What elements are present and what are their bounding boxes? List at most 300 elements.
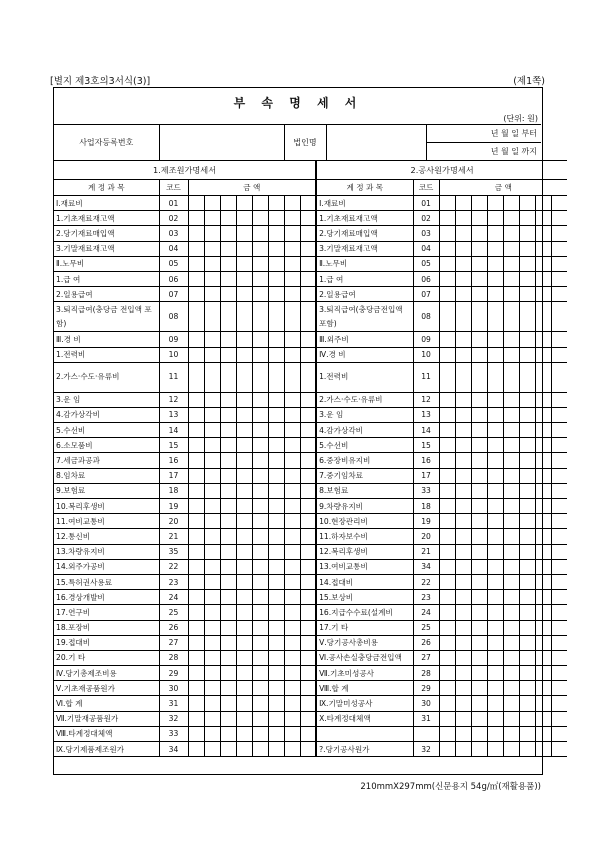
- const-amount-digit[interactable]: [487, 544, 503, 559]
- mfg-amount-digit[interactable]: [204, 241, 220, 256]
- const-amount-digit[interactable]: [503, 226, 519, 241]
- const-amount-digit[interactable]: [439, 211, 455, 226]
- mfg-amount-digit[interactable]: [220, 438, 236, 453]
- mfg-amount-digit[interactable]: [236, 241, 252, 256]
- const-amount-digit[interactable]: [503, 407, 519, 422]
- mfg-amount-digit[interactable]: [284, 666, 300, 681]
- mfg-amount-digit[interactable]: [220, 362, 236, 392]
- const-amount-digit[interactable]: [487, 696, 503, 711]
- mfg-amount-digit[interactable]: [300, 196, 316, 211]
- const-amount-digit[interactable]: [519, 559, 535, 574]
- mfg-amount-digit[interactable]: [204, 362, 220, 392]
- mfg-amount-digit[interactable]: [236, 302, 252, 332]
- const-amount-digit[interactable]: [503, 332, 519, 347]
- const-amount-digit[interactable]: [439, 196, 455, 211]
- const-amount-digit[interactable]: [471, 468, 487, 483]
- const-amount-digit[interactable]: [535, 711, 551, 726]
- mfg-amount-digit[interactable]: [220, 620, 236, 635]
- mfg-amount-digit[interactable]: [236, 559, 252, 574]
- const-amount-digit[interactable]: [535, 211, 551, 226]
- mfg-amount-digit[interactable]: [300, 453, 316, 468]
- const-amount-digit[interactable]: [455, 211, 471, 226]
- mfg-amount-digit[interactable]: [284, 742, 300, 757]
- const-amount-digit[interactable]: [551, 453, 567, 468]
- const-amount-digit[interactable]: [535, 423, 551, 438]
- mfg-amount-digit[interactable]: [220, 468, 236, 483]
- const-amount-digit[interactable]: [471, 742, 487, 757]
- mfg-amount-digit[interactable]: [268, 423, 284, 438]
- mfg-amount-digit[interactable]: [300, 211, 316, 226]
- mfg-amount-digit[interactable]: [236, 226, 252, 241]
- mfg-amount-digit[interactable]: [204, 483, 220, 498]
- const-amount-digit[interactable]: [519, 211, 535, 226]
- mfg-amount-digit[interactable]: [284, 407, 300, 422]
- const-amount-digit[interactable]: [439, 559, 455, 574]
- mfg-amount-digit[interactable]: [220, 559, 236, 574]
- const-amount-digit[interactable]: [471, 256, 487, 271]
- mfg-amount-digit[interactable]: [300, 620, 316, 635]
- mfg-amount-digit[interactable]: [268, 650, 284, 665]
- mfg-amount-digit[interactable]: [204, 256, 220, 271]
- const-amount-digit[interactable]: [535, 407, 551, 422]
- const-amount-digit[interactable]: [519, 514, 535, 529]
- const-amount-digit[interactable]: [519, 529, 535, 544]
- mfg-amount-digit[interactable]: [188, 544, 204, 559]
- const-amount-digit[interactable]: [471, 620, 487, 635]
- const-amount-digit[interactable]: [503, 742, 519, 757]
- const-amount-digit[interactable]: [519, 347, 535, 362]
- mfg-amount-digit[interactable]: [188, 302, 204, 332]
- mfg-amount-digit[interactable]: [252, 468, 268, 483]
- const-amount-digit[interactable]: [535, 347, 551, 362]
- mfg-amount-digit[interactable]: [236, 453, 252, 468]
- const-amount-digit[interactable]: [535, 666, 551, 681]
- mfg-amount-digit[interactable]: [252, 438, 268, 453]
- mfg-amount-digit[interactable]: [268, 605, 284, 620]
- const-amount-digit[interactable]: [455, 742, 471, 757]
- mfg-amount-digit[interactable]: [204, 711, 220, 726]
- mfg-amount-digit[interactable]: [236, 256, 252, 271]
- mfg-amount-digit[interactable]: [188, 332, 204, 347]
- const-amount-digit[interactable]: [471, 514, 487, 529]
- const-amount-digit[interactable]: [503, 635, 519, 650]
- const-amount-digit[interactable]: [519, 453, 535, 468]
- mfg-amount-digit[interactable]: [204, 742, 220, 757]
- mfg-amount-digit[interactable]: [300, 332, 316, 347]
- const-amount-digit[interactable]: [551, 620, 567, 635]
- mfg-amount-digit[interactable]: [252, 726, 268, 741]
- mfg-amount-digit[interactable]: [236, 696, 252, 711]
- mfg-amount-digit[interactable]: [204, 635, 220, 650]
- const-amount-digit[interactable]: [455, 362, 471, 392]
- const-amount-digit[interactable]: [455, 605, 471, 620]
- mfg-amount-digit[interactable]: [252, 499, 268, 514]
- const-amount-digit[interactable]: [439, 287, 455, 302]
- mfg-amount-digit[interactable]: [236, 590, 252, 605]
- mfg-amount-digit[interactable]: [188, 241, 204, 256]
- mfg-amount-digit[interactable]: [236, 332, 252, 347]
- mfg-amount-digit[interactable]: [300, 681, 316, 696]
- const-amount-digit[interactable]: [439, 438, 455, 453]
- mfg-amount-digit[interactable]: [252, 650, 268, 665]
- mfg-amount-digit[interactable]: [236, 742, 252, 757]
- const-amount-digit[interactable]: [551, 362, 567, 392]
- mfg-amount-digit[interactable]: [220, 483, 236, 498]
- const-amount-digit[interactable]: [519, 271, 535, 286]
- const-amount-digit[interactable]: [519, 423, 535, 438]
- const-amount-digit[interactable]: [551, 468, 567, 483]
- mfg-amount-digit[interactable]: [268, 696, 284, 711]
- mfg-amount-digit[interactable]: [252, 256, 268, 271]
- const-amount-digit[interactable]: [519, 726, 535, 741]
- mfg-amount-digit[interactable]: [268, 742, 284, 757]
- mfg-amount-digit[interactable]: [252, 544, 268, 559]
- const-amount-digit[interactable]: [487, 529, 503, 544]
- const-amount-digit[interactable]: [455, 696, 471, 711]
- const-amount-digit[interactable]: [535, 742, 551, 757]
- const-amount-digit[interactable]: [455, 544, 471, 559]
- mfg-amount-digit[interactable]: [204, 407, 220, 422]
- const-amount-digit[interactable]: [455, 453, 471, 468]
- mfg-amount-digit[interactable]: [188, 529, 204, 544]
- const-amount-digit[interactable]: [439, 681, 455, 696]
- const-amount-digit[interactable]: [535, 483, 551, 498]
- const-amount-digit[interactable]: [503, 392, 519, 407]
- mfg-amount-digit[interactable]: [204, 620, 220, 635]
- mfg-amount-digit[interactable]: [284, 590, 300, 605]
- const-amount-digit[interactable]: [487, 423, 503, 438]
- const-amount-digit[interactable]: [535, 726, 551, 741]
- mfg-amount-digit[interactable]: [220, 196, 236, 211]
- const-amount-digit[interactable]: [487, 392, 503, 407]
- const-amount-digit[interactable]: [471, 226, 487, 241]
- mfg-amount-digit[interactable]: [300, 271, 316, 286]
- mfg-amount-digit[interactable]: [300, 483, 316, 498]
- mfg-amount-digit[interactable]: [204, 196, 220, 211]
- mfg-amount-digit[interactable]: [268, 726, 284, 741]
- mfg-amount-digit[interactable]: [188, 559, 204, 574]
- const-amount-digit[interactable]: [503, 529, 519, 544]
- const-amount-digit[interactable]: [487, 287, 503, 302]
- const-amount-digit[interactable]: [487, 499, 503, 514]
- const-amount-digit[interactable]: [519, 302, 535, 332]
- mfg-amount-digit[interactable]: [284, 392, 300, 407]
- mfg-amount-digit[interactable]: [220, 499, 236, 514]
- const-amount-digit[interactable]: [535, 620, 551, 635]
- const-amount-digit[interactable]: [503, 271, 519, 286]
- mfg-amount-digit[interactable]: [268, 271, 284, 286]
- mfg-amount-digit[interactable]: [188, 666, 204, 681]
- mfg-amount-digit[interactable]: [252, 332, 268, 347]
- mfg-amount-digit[interactable]: [204, 696, 220, 711]
- mfg-amount-digit[interactable]: [268, 347, 284, 362]
- mfg-amount-digit[interactable]: [300, 590, 316, 605]
- const-amount-digit[interactable]: [519, 256, 535, 271]
- mfg-amount-digit[interactable]: [236, 650, 252, 665]
- mfg-amount-digit[interactable]: [220, 666, 236, 681]
- const-amount-digit[interactable]: [455, 407, 471, 422]
- mfg-amount-digit[interactable]: [188, 362, 204, 392]
- mfg-amount-digit[interactable]: [220, 681, 236, 696]
- mfg-amount-digit[interactable]: [204, 529, 220, 544]
- const-amount-digit[interactable]: [551, 241, 567, 256]
- const-amount-digit[interactable]: [551, 271, 567, 286]
- const-amount-digit[interactable]: [471, 559, 487, 574]
- mfg-amount-digit[interactable]: [252, 590, 268, 605]
- const-amount-digit[interactable]: [535, 196, 551, 211]
- mfg-amount-digit[interactable]: [220, 590, 236, 605]
- const-amount-digit[interactable]: [519, 574, 535, 589]
- const-amount-digit[interactable]: [551, 742, 567, 757]
- const-amount-digit[interactable]: [551, 483, 567, 498]
- const-amount-digit[interactable]: [551, 196, 567, 211]
- mfg-amount-digit[interactable]: [236, 681, 252, 696]
- const-amount-digit[interactable]: [455, 666, 471, 681]
- mfg-amount-digit[interactable]: [284, 211, 300, 226]
- mfg-amount-digit[interactable]: [252, 574, 268, 589]
- mfg-amount-digit[interactable]: [268, 574, 284, 589]
- const-amount-digit[interactable]: [551, 287, 567, 302]
- mfg-amount-digit[interactable]: [252, 635, 268, 650]
- const-amount-digit[interactable]: [503, 514, 519, 529]
- mfg-amount-digit[interactable]: [188, 226, 204, 241]
- const-amount-digit[interactable]: [535, 574, 551, 589]
- mfg-amount-digit[interactable]: [284, 650, 300, 665]
- mfg-amount-digit[interactable]: [188, 211, 204, 226]
- mfg-amount-digit[interactable]: [252, 362, 268, 392]
- mfg-amount-digit[interactable]: [220, 241, 236, 256]
- const-amount-digit[interactable]: [487, 681, 503, 696]
- mfg-amount-digit[interactable]: [284, 681, 300, 696]
- const-amount-digit[interactable]: [551, 696, 567, 711]
- const-amount-digit[interactable]: [503, 559, 519, 574]
- const-amount-digit[interactable]: [455, 483, 471, 498]
- mfg-amount-digit[interactable]: [268, 711, 284, 726]
- const-amount-digit[interactable]: [519, 605, 535, 620]
- const-amount-digit[interactable]: [439, 650, 455, 665]
- mfg-amount-digit[interactable]: [268, 362, 284, 392]
- mfg-amount-digit[interactable]: [300, 499, 316, 514]
- const-amount-digit[interactable]: [471, 241, 487, 256]
- const-amount-digit[interactable]: [519, 468, 535, 483]
- const-amount-digit[interactable]: [439, 514, 455, 529]
- const-amount-digit[interactable]: [487, 211, 503, 226]
- const-amount-digit[interactable]: [439, 302, 455, 332]
- mfg-amount-digit[interactable]: [268, 468, 284, 483]
- mfg-amount-digit[interactable]: [252, 514, 268, 529]
- mfg-amount-digit[interactable]: [284, 514, 300, 529]
- const-amount-digit[interactable]: [503, 468, 519, 483]
- mfg-amount-digit[interactable]: [284, 529, 300, 544]
- const-amount-digit[interactable]: [487, 271, 503, 286]
- mfg-amount-digit[interactable]: [268, 407, 284, 422]
- mfg-amount-digit[interactable]: [236, 287, 252, 302]
- const-amount-digit[interactable]: [439, 605, 455, 620]
- mfg-amount-digit[interactable]: [300, 666, 316, 681]
- const-amount-digit[interactable]: [503, 423, 519, 438]
- const-amount-digit[interactable]: [551, 256, 567, 271]
- const-amount-digit[interactable]: [487, 226, 503, 241]
- const-amount-digit[interactable]: [487, 196, 503, 211]
- mfg-amount-digit[interactable]: [268, 392, 284, 407]
- const-amount-digit[interactable]: [535, 226, 551, 241]
- mfg-amount-digit[interactable]: [236, 347, 252, 362]
- mfg-amount-digit[interactable]: [284, 362, 300, 392]
- mfg-amount-digit[interactable]: [204, 590, 220, 605]
- mfg-amount-digit[interactable]: [236, 726, 252, 741]
- mfg-amount-digit[interactable]: [268, 453, 284, 468]
- const-amount-digit[interactable]: [471, 407, 487, 422]
- const-amount-digit[interactable]: [551, 605, 567, 620]
- mfg-amount-digit[interactable]: [300, 287, 316, 302]
- const-amount-digit[interactable]: [519, 287, 535, 302]
- mfg-amount-digit[interactable]: [188, 696, 204, 711]
- const-amount-digit[interactable]: [535, 544, 551, 559]
- mfg-amount-digit[interactable]: [268, 256, 284, 271]
- mfg-amount-digit[interactable]: [220, 574, 236, 589]
- const-amount-digit[interactable]: [503, 287, 519, 302]
- mfg-amount-digit[interactable]: [300, 438, 316, 453]
- mfg-amount-digit[interactable]: [204, 271, 220, 286]
- const-amount-digit[interactable]: [519, 483, 535, 498]
- const-amount-digit[interactable]: [551, 332, 567, 347]
- const-amount-digit[interactable]: [471, 287, 487, 302]
- mfg-amount-digit[interactable]: [300, 650, 316, 665]
- const-amount-digit[interactable]: [487, 742, 503, 757]
- const-amount-digit[interactable]: [503, 438, 519, 453]
- mfg-amount-digit[interactable]: [300, 529, 316, 544]
- mfg-amount-digit[interactable]: [284, 347, 300, 362]
- mfg-amount-digit[interactable]: [220, 332, 236, 347]
- mfg-amount-digit[interactable]: [236, 711, 252, 726]
- const-amount-digit[interactable]: [471, 196, 487, 211]
- mfg-amount-digit[interactable]: [284, 226, 300, 241]
- mfg-amount-digit[interactable]: [236, 468, 252, 483]
- const-amount-digit[interactable]: [487, 453, 503, 468]
- const-amount-digit[interactable]: [535, 681, 551, 696]
- const-amount-digit[interactable]: [551, 650, 567, 665]
- const-amount-digit[interactable]: [455, 302, 471, 332]
- mfg-amount-digit[interactable]: [220, 302, 236, 332]
- const-amount-digit[interactable]: [439, 696, 455, 711]
- mfg-amount-digit[interactable]: [188, 726, 204, 741]
- const-amount-digit[interactable]: [487, 574, 503, 589]
- mfg-amount-digit[interactable]: [284, 438, 300, 453]
- const-amount-digit[interactable]: [439, 620, 455, 635]
- mfg-amount-digit[interactable]: [300, 696, 316, 711]
- const-amount-digit[interactable]: [487, 666, 503, 681]
- mfg-amount-digit[interactable]: [284, 696, 300, 711]
- mfg-amount-digit[interactable]: [188, 407, 204, 422]
- const-amount-digit[interactable]: [551, 559, 567, 574]
- business-reg-input[interactable]: [159, 125, 284, 161]
- mfg-amount-digit[interactable]: [188, 483, 204, 498]
- mfg-amount-digit[interactable]: [300, 544, 316, 559]
- const-amount-digit[interactable]: [519, 499, 535, 514]
- mfg-amount-digit[interactable]: [268, 620, 284, 635]
- mfg-amount-digit[interactable]: [284, 423, 300, 438]
- mfg-amount-digit[interactable]: [188, 196, 204, 211]
- const-amount-digit[interactable]: [439, 453, 455, 468]
- mfg-amount-digit[interactable]: [220, 696, 236, 711]
- mfg-amount-digit[interactable]: [188, 711, 204, 726]
- const-amount-digit[interactable]: [439, 241, 455, 256]
- const-amount-digit[interactable]: [519, 620, 535, 635]
- const-amount-digit[interactable]: [535, 514, 551, 529]
- const-amount-digit[interactable]: [471, 696, 487, 711]
- mfg-amount-digit[interactable]: [188, 256, 204, 271]
- const-amount-digit[interactable]: [535, 559, 551, 574]
- const-amount-digit[interactable]: [535, 271, 551, 286]
- mfg-amount-digit[interactable]: [300, 711, 316, 726]
- mfg-amount-digit[interactable]: [204, 438, 220, 453]
- mfg-amount-digit[interactable]: [300, 347, 316, 362]
- mfg-amount-digit[interactable]: [220, 271, 236, 286]
- const-amount-digit[interactable]: [439, 392, 455, 407]
- period-cell[interactable]: [426, 125, 541, 161]
- const-amount-digit[interactable]: [439, 347, 455, 362]
- mfg-amount-digit[interactable]: [252, 271, 268, 286]
- const-amount-digit[interactable]: [535, 529, 551, 544]
- const-amount-digit[interactable]: [535, 332, 551, 347]
- const-amount-digit[interactable]: [439, 529, 455, 544]
- const-amount-digit[interactable]: [519, 544, 535, 559]
- mfg-amount-digit[interactable]: [252, 407, 268, 422]
- mfg-amount-digit[interactable]: [236, 544, 252, 559]
- const-amount-digit[interactable]: [503, 681, 519, 696]
- const-amount-digit[interactable]: [519, 438, 535, 453]
- mfg-amount-digit[interactable]: [188, 681, 204, 696]
- const-amount-digit[interactable]: [535, 392, 551, 407]
- mfg-amount-digit[interactable]: [284, 726, 300, 741]
- const-amount-digit[interactable]: [455, 423, 471, 438]
- const-amount-digit[interactable]: [439, 362, 455, 392]
- const-amount-digit[interactable]: [471, 635, 487, 650]
- mfg-amount-digit[interactable]: [284, 574, 300, 589]
- const-amount-digit[interactable]: [471, 711, 487, 726]
- mfg-amount-digit[interactable]: [284, 499, 300, 514]
- mfg-amount-digit[interactable]: [204, 226, 220, 241]
- const-amount-digit[interactable]: [455, 574, 471, 589]
- mfg-amount-digit[interactable]: [252, 241, 268, 256]
- mfg-amount-digit[interactable]: [188, 590, 204, 605]
- mfg-amount-digit[interactable]: [188, 468, 204, 483]
- mfg-amount-digit[interactable]: [236, 483, 252, 498]
- const-amount-digit[interactable]: [551, 514, 567, 529]
- mfg-amount-digit[interactable]: [188, 650, 204, 665]
- const-amount-digit[interactable]: [535, 241, 551, 256]
- mfg-amount-digit[interactable]: [188, 271, 204, 286]
- const-amount-digit[interactable]: [471, 423, 487, 438]
- const-amount-digit[interactable]: [551, 529, 567, 544]
- const-amount-digit[interactable]: [471, 392, 487, 407]
- const-amount-digit[interactable]: [519, 241, 535, 256]
- mfg-amount-digit[interactable]: [204, 392, 220, 407]
- mfg-amount-digit[interactable]: [188, 438, 204, 453]
- const-amount-digit[interactable]: [439, 574, 455, 589]
- const-amount-digit[interactable]: [455, 256, 471, 271]
- mfg-amount-digit[interactable]: [220, 453, 236, 468]
- const-amount-digit[interactable]: [551, 574, 567, 589]
- mfg-amount-digit[interactable]: [268, 681, 284, 696]
- mfg-amount-digit[interactable]: [268, 332, 284, 347]
- mfg-amount-digit[interactable]: [204, 332, 220, 347]
- mfg-amount-digit[interactable]: [284, 271, 300, 286]
- const-amount-digit[interactable]: [535, 468, 551, 483]
- mfg-amount-digit[interactable]: [220, 544, 236, 559]
- const-amount-digit[interactable]: [503, 241, 519, 256]
- mfg-amount-digit[interactable]: [284, 196, 300, 211]
